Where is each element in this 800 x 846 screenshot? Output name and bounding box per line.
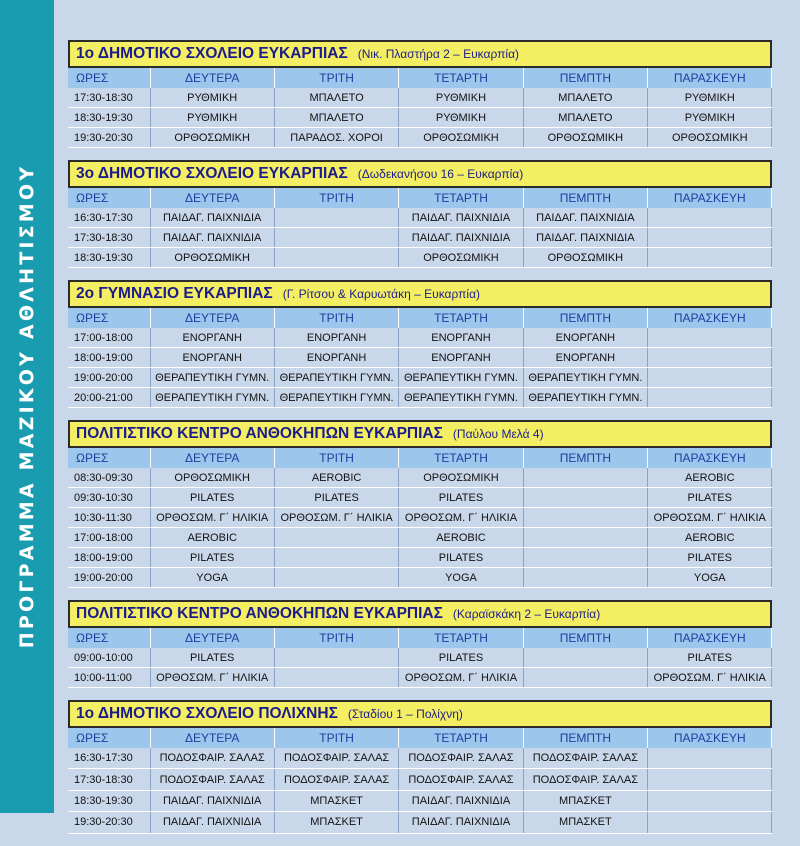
venue-title [68,700,772,728]
activity-cell [523,508,647,528]
column-header: ΤΡΙΤΗ [274,448,398,468]
activity-cell: ΘΕΡΑΠΕΥΤΙΚΗ ΓΥΜΝ. [274,368,398,388]
column-header: ΠΑΡΑΣΚΕΥΗ [648,188,772,208]
column-header: ΤΡΙΤΗ [274,308,398,328]
column-header: ΩΡΕΣ [68,188,150,208]
column-header: ΩΡΕΣ [68,308,150,328]
venue-block [68,40,772,148]
venue-name: 2ο ΓΥΜΝΑΣΙΟ ΕΥΚΑΡΠΙΑΣ [76,285,273,302]
activity-cell [523,668,647,688]
activity-cell [648,812,772,833]
activity-cell [523,568,647,588]
venue-title [68,40,772,68]
column-header: ΤΕΤΑΡΤΗ [399,728,523,748]
header-row [68,188,772,208]
venue-name: ΠΟΛΙΤΙΣΤΙΚΟ ΚΕΝΤΡΟ ΑΝΘΟΚΗΠΩΝ ΕΥΚΑΡΠΙΑΣ [76,425,443,442]
column-header: ΤΕΤΑΡΤΗ [399,68,523,88]
table-row [68,128,772,148]
activity-cell: ΠΑΙΔΑΓ. ΠΑΙΧΝΙΔΙΑ [399,812,523,833]
activity-cell: ΟΡΘΟΣΩΜΙΚΗ [150,248,274,268]
column-header: ΔΕΥΤΕΡΑ [150,728,274,748]
activity-cell: ΟΡΘΟΣΩΜ. Γ΄ ΗΛΙΚΙΑ [150,508,274,528]
activity-cell: ΠΟΔΟΣΦΑΙΡ. ΣΑΛΑΣ [150,769,274,790]
activity-cell: ΕΝΟΡΓΑΝΗ [523,348,647,368]
activity-cell: ΜΠΑΛΕΤΟ [523,88,647,108]
column-header: ΤΡΙΤΗ [274,728,398,748]
column-header: ΔΕΥΤΕΡΑ [150,68,274,88]
activity-cell: ΠΟΔΟΣΦΑΙΡ. ΣΑΛΑΣ [523,748,647,769]
activity-cell [648,748,772,769]
venue-block [68,600,772,688]
activity-cell: ΡΥΘΜΙΚΗ [648,88,772,108]
activity-cell: ΘΕΡΑΠΕΥΤΙΚΗ ΓΥΜΝ. [274,388,398,408]
time-cell: 16:30-17:30 [68,208,150,228]
table-row [68,748,772,769]
activity-cell: AEROBIC [150,528,274,548]
activity-cell: ΟΡΘΟΣΩΜ. Γ΄ ΗΛΙΚΙΑ [150,668,274,688]
time-cell: 17:30-18:30 [68,769,150,790]
column-header: ΔΕΥΤΕΡΑ [150,188,274,208]
time-cell: 16:30-17:30 [68,748,150,769]
activity-cell [523,548,647,568]
venue-address: (Καραϊσκάκη 2 – Ευκαρπία) [452,607,601,621]
activity-cell: ΜΠΑΛΕΤΟ [274,88,398,108]
time-cell: 10:30-11:30 [68,508,150,528]
activity-cell: PILATES [274,488,398,508]
column-header: ΤΕΤΑΡΤΗ [399,628,523,648]
activity-cell: ΠΟΔΟΣΦΑΙΡ. ΣΑΛΑΣ [274,748,398,769]
sidebar-title: ΠΡΟΓΡΑΜΜΑ ΜΑΖΙΚΟΥ ΑΘΛΗΤΙΣΜΟΥ [16,163,38,649]
column-header: ΩΡΕΣ [68,728,150,748]
time-cell: 18:30-19:30 [68,790,150,811]
activity-cell: ΟΡΘΟΣΩΜ. Γ΄ ΗΛΙΚΙΑ [648,508,772,528]
activity-cell: ΟΡΘΟΣΩΜΙΚΗ [399,248,523,268]
activity-cell: ΠΑΙΔΑΓ. ΠΑΙΧΝΙΔΙΑ [399,228,523,248]
activity-cell: AEROBIC [274,468,398,488]
table-row [68,388,772,408]
venue-name: 1ο ΔΗΜΟΤΙΚΟ ΣΧΟΛΕΙΟ ΠΟΛΙΧΝΗΣ [76,705,338,722]
activity-cell: ΕΝΟΡΓΑΝΗ [274,328,398,348]
schedule-content [68,40,772,846]
venue-address: (Δωδεκανήσου 16 – Ευκαρπία) [357,167,524,181]
venue-block [68,280,772,408]
column-header: ΠΑΡΑΣΚΕΥΗ [648,308,772,328]
activity-cell: ΕΝΟΡΓΑΝΗ [150,328,274,348]
column-header: ΤΡΙΤΗ [274,628,398,648]
table-row [68,328,772,348]
column-header: ΔΕΥΤΕΡΑ [150,448,274,468]
activity-cell: ΜΠΑΣΚΕΤ [523,790,647,811]
schedule-table [68,728,772,834]
column-header: ΠΕΜΠΤΗ [523,728,647,748]
venue-address: (Σταδίου 1 – Πολίχνη) [347,707,463,721]
schedule-table [68,448,772,588]
activity-cell: ΠΟΔΟΣΦΑΙΡ. ΣΑΛΑΣ [150,748,274,769]
time-cell: 18:30-19:30 [68,248,150,268]
activity-cell: ΟΡΘΟΣΩΜ. Γ΄ ΗΛΙΚΙΑ [274,508,398,528]
activity-cell: PILATES [648,548,772,568]
activity-cell [648,769,772,790]
table-row [68,668,772,688]
activity-cell [274,668,398,688]
column-header: ΠΑΡΑΣΚΕΥΗ [648,68,772,88]
activity-cell: ΡΥΘΜΙΚΗ [150,108,274,128]
activity-cell: YOGA [648,568,772,588]
table-row [68,769,772,790]
activity-cell [274,208,398,228]
time-cell: 19:00-20:00 [68,368,150,388]
time-cell: 18:30-19:30 [68,108,150,128]
activity-cell: ΟΡΘΟΣΩΜΙΚΗ [150,128,274,148]
venue-address: (Γ. Ρίτσου & Καρυωτάκη – Ευκαρπία) [282,287,481,301]
time-cell: 09:00-10:00 [68,648,150,668]
activity-cell: PILATES [648,488,772,508]
table-row [68,548,772,568]
activity-cell: ΠΑΡΑΔΟΣ. ΧΟΡΟΙ [274,128,398,148]
time-cell: 17:00-18:00 [68,328,150,348]
table-row [68,528,772,548]
activity-cell: ΜΠΑΣΚΕΤ [274,812,398,833]
time-cell: 10:00-11:00 [68,668,150,688]
activity-cell: ΠΟΔΟΣΦΑΙΡ. ΣΑΛΑΣ [399,769,523,790]
activity-cell: ΡΥΘΜΙΚΗ [648,108,772,128]
header-row [68,628,772,648]
activity-cell [648,388,772,408]
activity-cell: ΜΠΑΛΕΤΟ [274,108,398,128]
activity-cell: ΕΝΟΡΓΑΝΗ [274,348,398,368]
venue-block [68,160,772,268]
column-header: ΠΕΜΠΤΗ [523,448,647,468]
activity-cell: ΠΑΙΔΑΓ. ΠΑΙΧΝΙΔΙΑ [523,228,647,248]
activity-cell: ΠΟΔΟΣΦΑΙΡ. ΣΑΛΑΣ [399,748,523,769]
column-header: ΠΑΡΑΣΚΕΥΗ [648,628,772,648]
activity-cell [274,568,398,588]
activity-cell: ΠΑΙΔΑΓ. ΠΑΙΧΝΙΔΙΑ [523,208,647,228]
activity-cell: ΠΑΙΔΑΓ. ΠΑΙΧΝΙΔΙΑ [150,790,274,811]
table-row [68,368,772,388]
activity-cell: PILATES [648,648,772,668]
activity-cell [523,468,647,488]
activity-cell: ΟΡΘΟΣΩΜ. Γ΄ ΗΛΙΚΙΑ [648,668,772,688]
column-header: ΩΡΕΣ [68,68,150,88]
table-row [68,208,772,228]
activity-cell: ΠΑΙΔΑΓ. ΠΑΙΧΝΙΔΙΑ [150,228,274,248]
column-header: ΤΕΤΑΡΤΗ [399,188,523,208]
activity-cell: PILATES [150,488,274,508]
activity-cell: ΠΑΙΔΑΓ. ΠΑΙΧΝΙΔΙΑ [399,208,523,228]
activity-cell [648,228,772,248]
activity-cell: ΜΠΑΣΚΕΤ [274,790,398,811]
column-header: ΠΕΜΠΤΗ [523,628,647,648]
activity-cell: YOGA [150,568,274,588]
activity-cell [648,348,772,368]
table-row [68,348,772,368]
activity-cell: ΠΟΔΟΣΦΑΙΡ. ΣΑΛΑΣ [523,769,647,790]
activity-cell [274,228,398,248]
table-row [68,790,772,811]
column-header: ΔΕΥΤΕΡΑ [150,308,274,328]
activity-cell [648,208,772,228]
activity-cell: ΟΡΘΟΣΩΜΙΚΗ [399,128,523,148]
venue-title [68,160,772,188]
venue-title [68,420,772,448]
activity-cell: ΕΝΟΡΓΑΝΗ [399,328,523,348]
activity-cell: ΠΑΙΔΑΓ. ΠΑΙΧΝΙΔΙΑ [399,790,523,811]
activity-cell: ΠΑΙΔΑΓ. ΠΑΙΧΝΙΔΙΑ [150,812,274,833]
activity-cell: ΟΡΘΟΣΩΜΙΚΗ [523,128,647,148]
column-header: ΩΡΕΣ [68,448,150,468]
activity-cell [648,790,772,811]
activity-cell: YOGA [399,568,523,588]
header-row [68,448,772,468]
column-header: ΤΕΤΑΡΤΗ [399,308,523,328]
activity-cell: ΘΕΡΑΠΕΥΤΙΚΗ ΓΥΜΝ. [523,388,647,408]
header-row [68,728,772,748]
activity-cell: ΡΥΘΜΙΚΗ [150,88,274,108]
activity-cell: AEROBIC [648,468,772,488]
table-row [68,508,772,528]
time-cell: 17:30-18:30 [68,88,150,108]
activity-cell [523,648,647,668]
activity-cell: ΘΕΡΑΠΕΥΤΙΚΗ ΓΥΜΝ. [399,368,523,388]
activity-cell: ΡΥΘΜΙΚΗ [399,88,523,108]
schedule-table [68,628,772,688]
activity-cell [648,248,772,268]
venue-block [68,420,772,588]
activity-cell: ΘΕΡΑΠΕΥΤΙΚΗ ΓΥΜΝ. [523,368,647,388]
venue-title [68,280,772,308]
time-cell: 19:00-20:00 [68,568,150,588]
time-cell: 19:30-20:30 [68,812,150,833]
activity-cell: ΟΡΘΟΣΩΜ. Γ΄ ΗΛΙΚΙΑ [399,508,523,528]
sidebar [0,0,54,813]
activity-cell: ΟΡΘΟΣΩΜΙΚΗ [648,128,772,148]
activity-cell: AEROBIC [399,528,523,548]
table-row [68,648,772,668]
activity-cell: ΕΝΟΡΓΑΝΗ [523,328,647,348]
activity-cell [274,248,398,268]
venue-name: ΠΟΛΙΤΙΣΤΙΚΟ ΚΕΝΤΡΟ ΑΝΘΟΚΗΠΩΝ ΕΥΚΑΡΠΙΑΣ [76,605,443,622]
activity-cell: PILATES [399,488,523,508]
activity-cell: ΘΕΡΑΠΕΥΤΙΚΗ ΓΥΜΝ. [399,388,523,408]
time-cell: 17:00-18:00 [68,528,150,548]
activity-cell [523,528,647,548]
activity-cell: ΜΠΑΣΚΕΤ [523,812,647,833]
table-row [68,568,772,588]
table-row [68,88,772,108]
venue-title [68,600,772,628]
activity-cell [648,328,772,348]
time-cell: 17:30-18:30 [68,228,150,248]
table-row [68,108,772,128]
activity-cell: ΟΡΘΟΣΩΜ. Γ΄ ΗΛΙΚΙΑ [399,668,523,688]
activity-cell [274,648,398,668]
schedule-table [68,68,772,148]
activity-cell: PILATES [399,548,523,568]
time-cell: 08:30-09:30 [68,468,150,488]
activity-cell [274,548,398,568]
activity-cell: ΠΑΙΔΑΓ. ΠΑΙΧΝΙΔΙΑ [150,208,274,228]
activity-cell: AEROBIC [648,528,772,548]
activity-cell: PILATES [399,648,523,668]
activity-cell [648,368,772,388]
activity-cell [523,488,647,508]
time-cell: 20:00-21:00 [68,388,150,408]
table-row [68,488,772,508]
time-cell: 09:30-10:30 [68,488,150,508]
time-cell: 19:30-20:30 [68,128,150,148]
time-cell: 18:00-19:00 [68,548,150,568]
activity-cell: ΕΝΟΡΓΑΝΗ [150,348,274,368]
column-header: ΠΕΜΠΤΗ [523,68,647,88]
venue-name: 1ο ΔΗΜΟΤΙΚΟ ΣΧΟΛΕΙΟ ΕΥΚΑΡΠΙΑΣ [76,45,348,62]
venue-name: 3ο ΔΗΜΟΤΙΚΟ ΣΧΟΛΕΙΟ ΕΥΚΑΡΠΙΑΣ [76,165,348,182]
activity-cell: ΟΡΘΟΣΩΜΙΚΗ [150,468,274,488]
activity-cell: ΕΝΟΡΓΑΝΗ [399,348,523,368]
schedule-table [68,308,772,408]
venue-block [68,700,772,834]
column-header: ΠΕΜΠΤΗ [523,188,647,208]
header-row [68,308,772,328]
column-header: ΤΡΙΤΗ [274,68,398,88]
activity-cell: ΟΡΘΟΣΩΜΙΚΗ [399,468,523,488]
venue-address: (Νικ. Πλαστήρα 2 – Ευκαρπία) [357,47,520,61]
column-header: ΤΡΙΤΗ [274,188,398,208]
activity-cell: PILATES [150,548,274,568]
venue-address: (Παύλου Μελά 4) [452,427,544,441]
activity-cell: ΜΠΑΛΕΤΟ [523,108,647,128]
table-row [68,248,772,268]
activity-cell: ΘΕΡΑΠΕΥΤΙΚΗ ΓΥΜΝ. [150,388,274,408]
activity-cell [274,528,398,548]
activity-cell: ΠΟΔΟΣΦΑΙΡ. ΣΑΛΑΣ [274,769,398,790]
column-header: ΠΑΡΑΣΚΕΥΗ [648,728,772,748]
header-row [68,68,772,88]
activity-cell: ΟΡΘΟΣΩΜΙΚΗ [523,248,647,268]
activity-cell: ΘΕΡΑΠΕΥΤΙΚΗ ΓΥΜΝ. [150,368,274,388]
table-row [68,228,772,248]
column-header: ΩΡΕΣ [68,628,150,648]
time-cell: 18:00-19:00 [68,348,150,368]
column-header: ΔΕΥΤΕΡΑ [150,628,274,648]
column-header: ΤΕΤΑΡΤΗ [399,448,523,468]
activity-cell: ΡΥΘΜΙΚΗ [399,108,523,128]
table-row [68,812,772,833]
column-header: ΠΑΡΑΣΚΕΥΗ [648,448,772,468]
column-header: ΠΕΜΠΤΗ [523,308,647,328]
schedule-table [68,188,772,268]
activity-cell: PILATES [150,648,274,668]
table-row [68,468,772,488]
